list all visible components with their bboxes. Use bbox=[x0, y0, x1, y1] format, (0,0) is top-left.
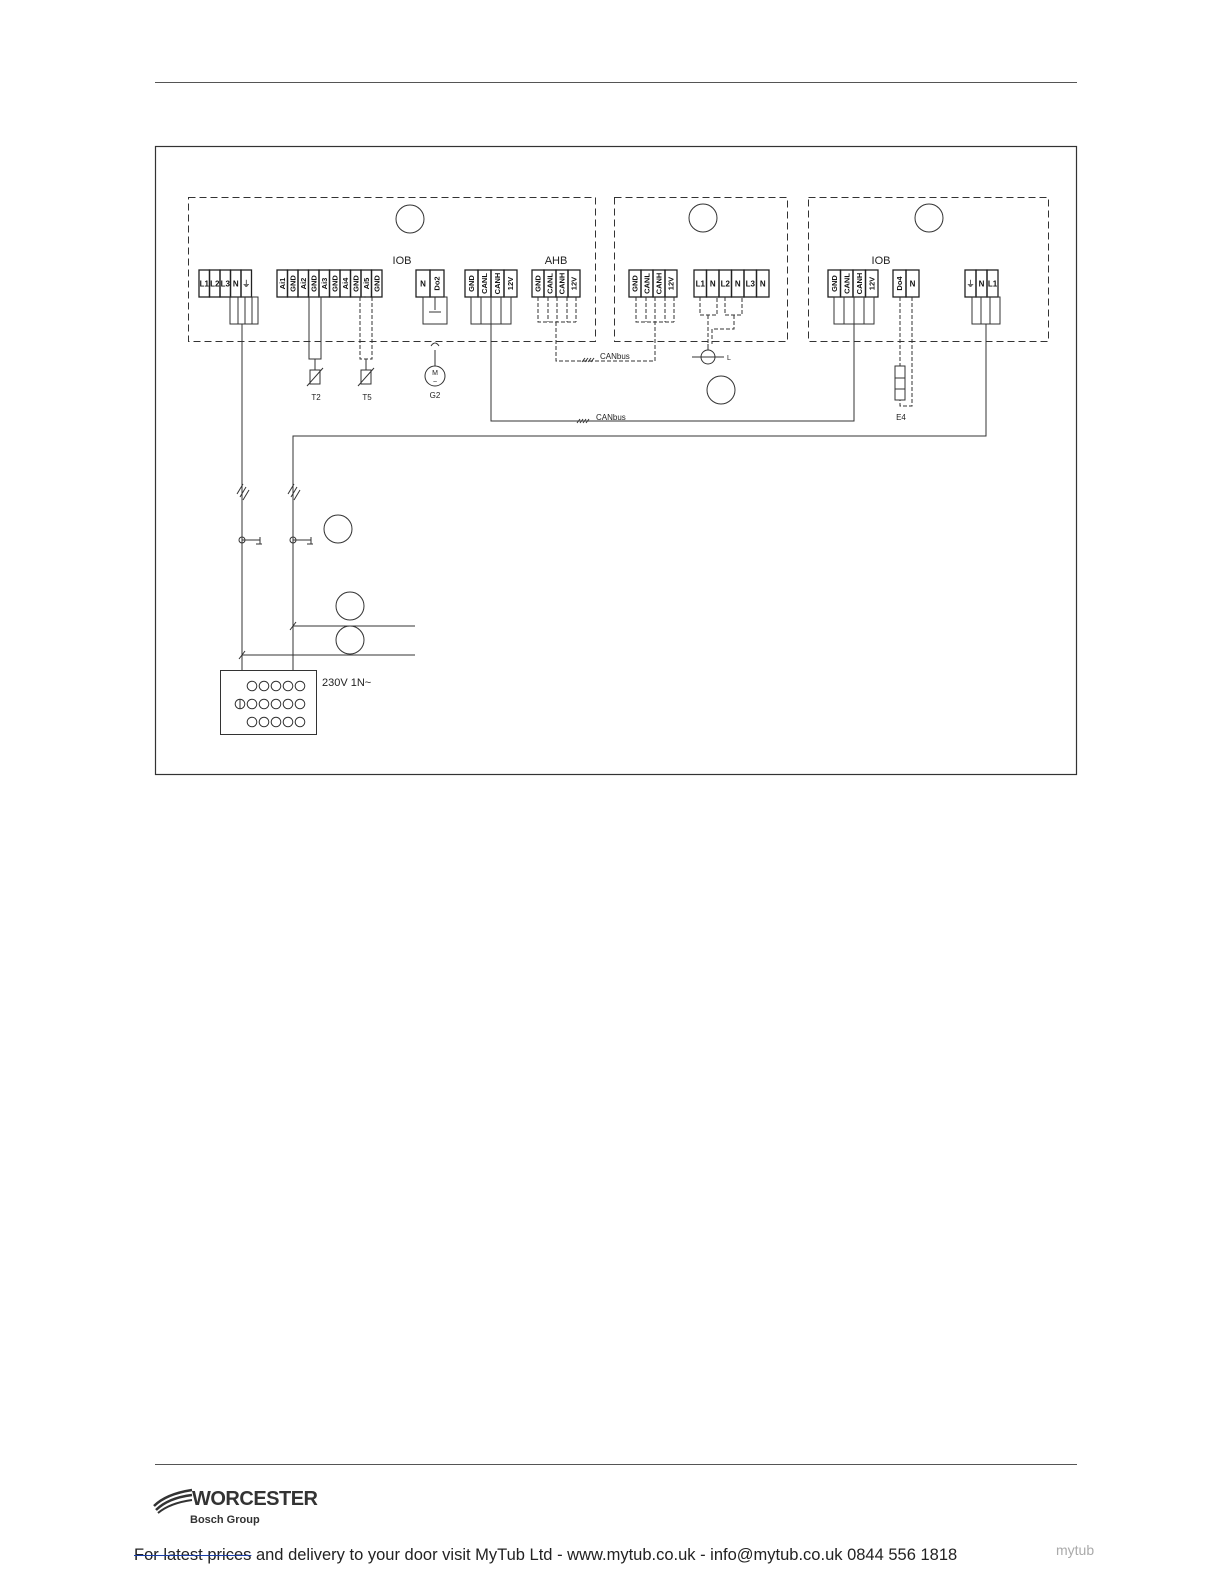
terminal-label: CANL bbox=[480, 273, 489, 294]
terminal-strip-right-can bbox=[828, 270, 878, 297]
terminal-label: N bbox=[420, 279, 426, 289]
label-canbus-upper: CANbus bbox=[600, 352, 630, 361]
supply-terminal-circle bbox=[295, 699, 305, 709]
label-lamp-l: L bbox=[727, 355, 731, 362]
svg-text:~: ~ bbox=[432, 379, 438, 386]
board-label-ahb: AHB bbox=[544, 255, 568, 267]
terminal-label: Do2 bbox=[432, 276, 442, 291]
supply-terminal-circle bbox=[283, 717, 293, 727]
terminal-label: CANH bbox=[557, 272, 567, 295]
terminal-label: CANL bbox=[842, 273, 852, 294]
label-g2: G2 bbox=[429, 391, 441, 400]
callout-circle-isolator bbox=[324, 515, 352, 543]
supply-terminal-circle bbox=[247, 681, 257, 691]
supply-terminal-circle bbox=[271, 681, 281, 691]
callout-circle-left bbox=[396, 205, 424, 233]
terminal-strip-left-power bbox=[199, 270, 252, 297]
terminal-label: CANH bbox=[654, 272, 664, 295]
terminal-strip-middle-can bbox=[629, 270, 677, 297]
terminal-label: N bbox=[909, 279, 916, 289]
footer-contact-text: and delivery to your door visit MyTub Ltd - www.mytub.co.uk - info@mytub.co.uk 0844 556 1818 bbox=[251, 1546, 958, 1564]
board-label-iob-right: IOB bbox=[871, 255, 891, 267]
footer-rule bbox=[155, 1464, 1077, 1465]
callout-circle-middle bbox=[689, 204, 717, 232]
terminal-label: GND bbox=[467, 275, 476, 292]
terminal-label: L1 bbox=[695, 279, 705, 289]
terminal-label: GND bbox=[630, 275, 640, 292]
terminal-strip-left-pump bbox=[416, 270, 444, 297]
callout-circle-cable-2 bbox=[336, 626, 364, 654]
terminal-strip-middle-power bbox=[694, 270, 769, 297]
terminal-label: GND bbox=[351, 275, 361, 292]
callout-circle-right bbox=[915, 204, 943, 232]
terminal-label: GND bbox=[288, 275, 298, 292]
supply-terminal-circle bbox=[295, 681, 305, 691]
terminal-label: 12V bbox=[506, 276, 515, 291]
supply-terminal-circle bbox=[271, 717, 281, 727]
label-e4: E4 bbox=[896, 413, 906, 422]
page-mark: mytub bbox=[1056, 1542, 1095, 1558]
label-t2: T2 bbox=[311, 393, 321, 402]
terminal-label: CANH bbox=[854, 272, 864, 295]
supply-terminal-circle bbox=[259, 717, 269, 727]
terminal-label: CANL bbox=[642, 273, 652, 294]
terminal-label: CANL bbox=[545, 273, 555, 294]
terminal-label: GND bbox=[372, 275, 382, 292]
terminal-label: GND bbox=[533, 275, 543, 292]
diagram-frame bbox=[156, 147, 1077, 775]
terminal-label: GND bbox=[330, 275, 340, 292]
label-supply: 230V 1N~ bbox=[322, 677, 372, 689]
terminal-label: L2 bbox=[210, 279, 220, 289]
terminal-label: N bbox=[978, 279, 985, 289]
supply-terminal-circle bbox=[271, 699, 281, 709]
terminal-label: L3 bbox=[220, 279, 230, 289]
plug-power-right bbox=[972, 297, 1000, 324]
logo-wordmark: WORCESTER bbox=[192, 1488, 318, 1510]
footer-prices-link[interactable]: For latest prices bbox=[134, 1546, 252, 1564]
terminal-label: ⏚ bbox=[242, 279, 251, 289]
logo-subtitle: Bosch Group bbox=[190, 1514, 260, 1526]
terminal-label: CANH bbox=[493, 272, 502, 295]
terminal-label: Ai2 bbox=[298, 277, 308, 290]
callout-circle-cable-1 bbox=[336, 592, 364, 620]
terminal-label: Ai3 bbox=[319, 277, 329, 290]
label-canbus-lower: CANbus bbox=[596, 413, 626, 422]
terminal-label: GND bbox=[309, 275, 319, 292]
heater-e4-symbol bbox=[895, 366, 905, 400]
pump-m-label: M bbox=[432, 370, 438, 377]
terminal-label: N bbox=[734, 279, 741, 289]
terminal-label: Ai1 bbox=[277, 277, 287, 290]
board-label-iob-left: IOB bbox=[392, 255, 412, 267]
callout-circle-lamp bbox=[707, 376, 735, 404]
terminal-label: 12V bbox=[666, 276, 676, 291]
terminal-label: L1 bbox=[987, 279, 998, 289]
supply-terminal-circle bbox=[259, 699, 269, 709]
worcester-logo bbox=[152, 1484, 322, 1530]
terminal-label: N bbox=[759, 279, 766, 289]
terminal-label: L2 bbox=[720, 279, 730, 289]
supply-terminal-circle bbox=[295, 717, 305, 727]
terminal-label: Do4 bbox=[895, 276, 904, 291]
terminal-label: 12V bbox=[867, 276, 877, 291]
terminal-label: GND bbox=[829, 275, 839, 292]
terminal-strip-left-io bbox=[277, 270, 382, 297]
terminal-label: N bbox=[709, 279, 716, 289]
terminal-label: L3 bbox=[745, 279, 755, 289]
supply-terminal-circle bbox=[259, 681, 269, 691]
terminal-label: N bbox=[232, 279, 239, 289]
supply-terminal-circle bbox=[247, 699, 257, 709]
supply-terminal-circle bbox=[283, 699, 293, 709]
worcester-swoosh-icon bbox=[152, 1484, 196, 1514]
terminal-strip-left-can bbox=[465, 270, 517, 297]
supply-terminal-circle bbox=[283, 681, 293, 691]
power-feed-right bbox=[293, 324, 986, 670]
terminal-label: 12V bbox=[569, 276, 579, 291]
terminal-label: Ai5 bbox=[361, 277, 371, 290]
terminal-strip-right-power bbox=[965, 270, 998, 297]
terminal-label: L1 bbox=[199, 279, 209, 289]
plug-power-left bbox=[230, 297, 258, 324]
terminal-strip-ahb bbox=[532, 270, 580, 297]
terminal-strip-right-heater bbox=[893, 270, 919, 297]
terminal-label: ⏚ bbox=[966, 279, 975, 289]
footer-text bbox=[134, 1546, 957, 1565]
label-t5: T5 bbox=[362, 393, 372, 402]
supply-terminal-circle bbox=[247, 717, 257, 727]
terminal-label: Ai4 bbox=[340, 277, 350, 290]
